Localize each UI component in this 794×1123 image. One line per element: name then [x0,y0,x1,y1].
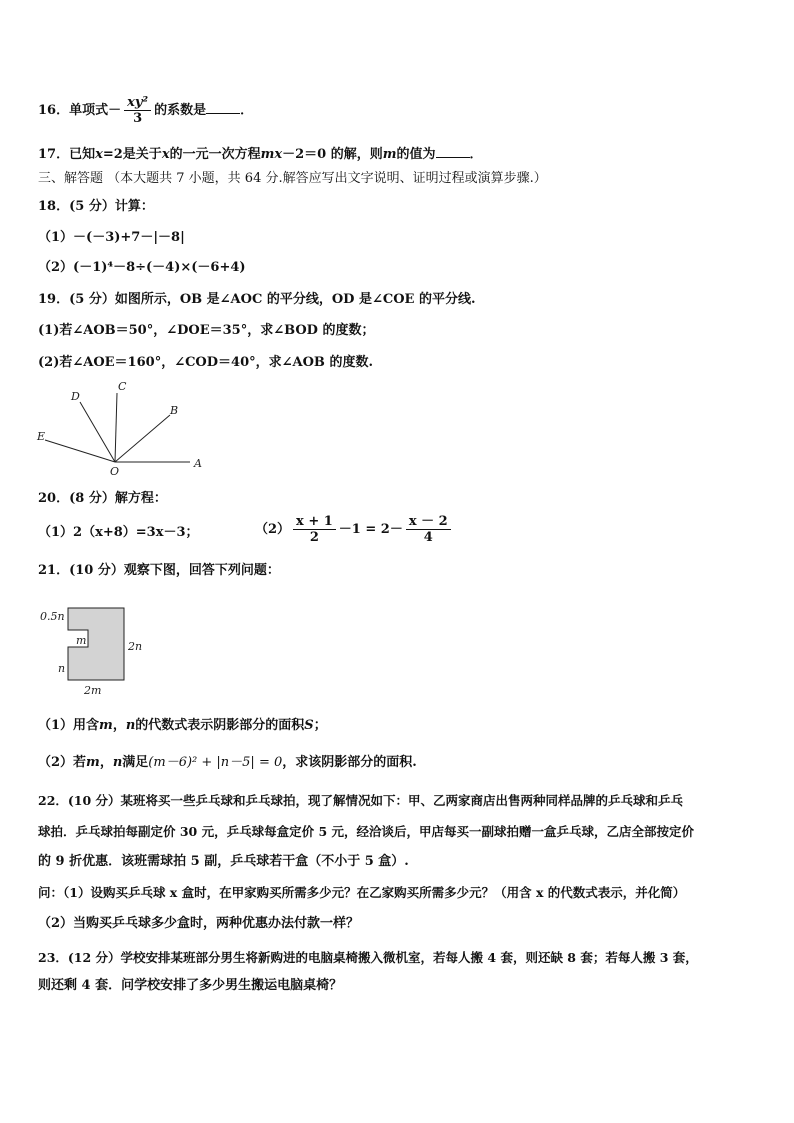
q22-line-3: 的 9 折优惠．该班需球拍 5 副，乒乓球若干盒（不小于 5 盒）. [38,854,409,869]
label-a: A [194,457,202,470]
q21-p2-text-d: ，求该阴影部分的面积. [282,755,417,770]
q21-title: 21．(10 分）观察下图，回答下列问题： [38,563,280,578]
q16-end: ． [240,103,254,118]
q22-line-5: （2）当购买乒乓球多少盒时，两种优惠办法付款一样？ [38,916,360,931]
q21-p2-var-m: m [86,755,100,770]
q17-var-x: x [95,147,103,162]
q20-middle-text: －1 = 2－ [338,522,403,537]
q17-var-x-2: x [161,147,170,162]
q20-fraction-1-den: 2 [309,530,319,545]
q21-p1-var-s: S [304,718,314,733]
q19-part-2: (2)若∠AOE＝160°，∠COD＝40°，求∠AOB 的度数. [38,355,373,370]
q20-part-2 [255,514,454,545]
q17-text-3: 的一元一次方程 [169,147,261,162]
q21-p2-var-n: n [112,755,123,770]
q22-line-1: 22．(10 分）某班将买一些乒乓球和乒乓球拍，现了解情况如下：甲、乙两家商店出售两种同样品牌的乒乓球和乒乓 [38,793,684,808]
label-bottom-2m: 2m [84,684,102,697]
q17-var-m: m [382,147,397,162]
label-e: E [37,430,46,443]
ray-oc [115,393,117,462]
label-top-0-5n: 0.5n [40,610,65,623]
q20-fraction-2-den: 4 [423,530,433,545]
q21-p1-var-n: n [125,718,136,733]
q21-p2-equation: (m－6)² + |n－5| = 0 [148,755,283,770]
q17-text-1: 17．已知 [38,147,96,162]
q21-p2-text-b: ， [99,755,113,770]
q20-part-1: （1）2（x+8）=3x－3； [38,525,199,540]
q22-line-4: 问：（1）设购买乒乓球 x 盒时，在甲家购买所需多少元？在乙家购买所需多少元？（用含 x 的代数式表示，并化简） [38,885,686,900]
q21-part-1 [38,717,327,735]
q19-title: 19．(5 分）如图所示，OB 是∠AOC 的平分线，OD 是∠COE 的平分线. [38,292,476,307]
q17-answer-blank [436,145,470,158]
label-d: D [71,390,80,403]
q21-p1-text-b: ， [112,718,126,733]
q16-frac-denominator: 3 [133,111,143,126]
label-left-n: n [58,662,66,675]
q21-p1-text-d: ； [313,718,327,733]
q17-text-5: 的值为 [396,147,436,162]
q21-p1-text-a: （1）用含 [38,718,100,733]
q19-part-1: (1)若∠AOB＝50°，∠DOE＝35°，求∠BOD 的度数； [38,323,375,338]
q19-angle-figure [30,376,220,476]
q21-p2-text-a: （2）若 [38,755,87,770]
q21-part-2 [38,754,417,772]
q20-fraction-2 [406,514,451,545]
label-b: B [170,404,179,417]
q20-fraction-1-num: x + 1 [293,514,336,530]
q23-line-2: 则还剩 4 套．问学校安排了多少男生搬运电脑桌椅？ [38,978,343,993]
q22-line-2: 球拍．乒乓球拍每副定价 30 元，乒乓球每盒定价 5 元，经洽谈后，甲店每买一副球拍赠一盒乒乓球，乙店全部按定价 [38,824,695,839]
label-right-2n: 2n [128,640,143,653]
q17-expr-mx: mx [260,147,283,162]
q20-title: 20．(8 分）解方程： [38,491,167,506]
q17-text-4: －2＝0 的解，则 [282,147,383,162]
q18-title: 18．(5 分）计算： [38,199,154,214]
q21-p1-var-m: m [99,718,113,733]
q21-p1-text-c: 的代数式表示阴影部分的面积 [135,718,305,733]
section-3-heading: 三、解答题 （本大题共 7 小题，共 64 分.解答应写出文字说明、证明过程或演算步骤.） [38,171,547,186]
q16-answer-blank [206,101,240,114]
ray-ob [115,415,170,462]
q17-text-2: =2是关于 [102,147,162,162]
q16-prefix: 16．单项式－ [38,103,122,118]
label-o: O [110,465,120,476]
label-inner-m: m [76,634,87,647]
q21-p2-text-c: 满足 [122,755,149,770]
q17-end: ． [469,147,483,162]
q16-suffix: 的系数是 [154,103,207,118]
question-16 [38,95,253,126]
q20-fraction-2-num: x － 2 [406,514,451,530]
q18-part-2: （2）(－1)⁴－8÷(－4)×(－6+4) [38,260,246,275]
q18-part-1: （1）－(－3)+7－|－8| [38,230,185,245]
q16-fraction [124,95,151,126]
question-17 [38,145,483,164]
q23-line-1: 23．(12 分）学校安排某班部分男生将新购进的电脑桌椅搬入微机室，若每人搬 4 套，则还缺 8 套；若每人搬 3 套， [38,950,698,965]
label-c: C [118,380,127,393]
q16-frac-numerator: xy² [124,95,151,111]
q21-shape-figure [36,600,166,700]
q20-part-2-label: （2） [255,522,291,537]
q20-fraction-1 [293,514,336,545]
